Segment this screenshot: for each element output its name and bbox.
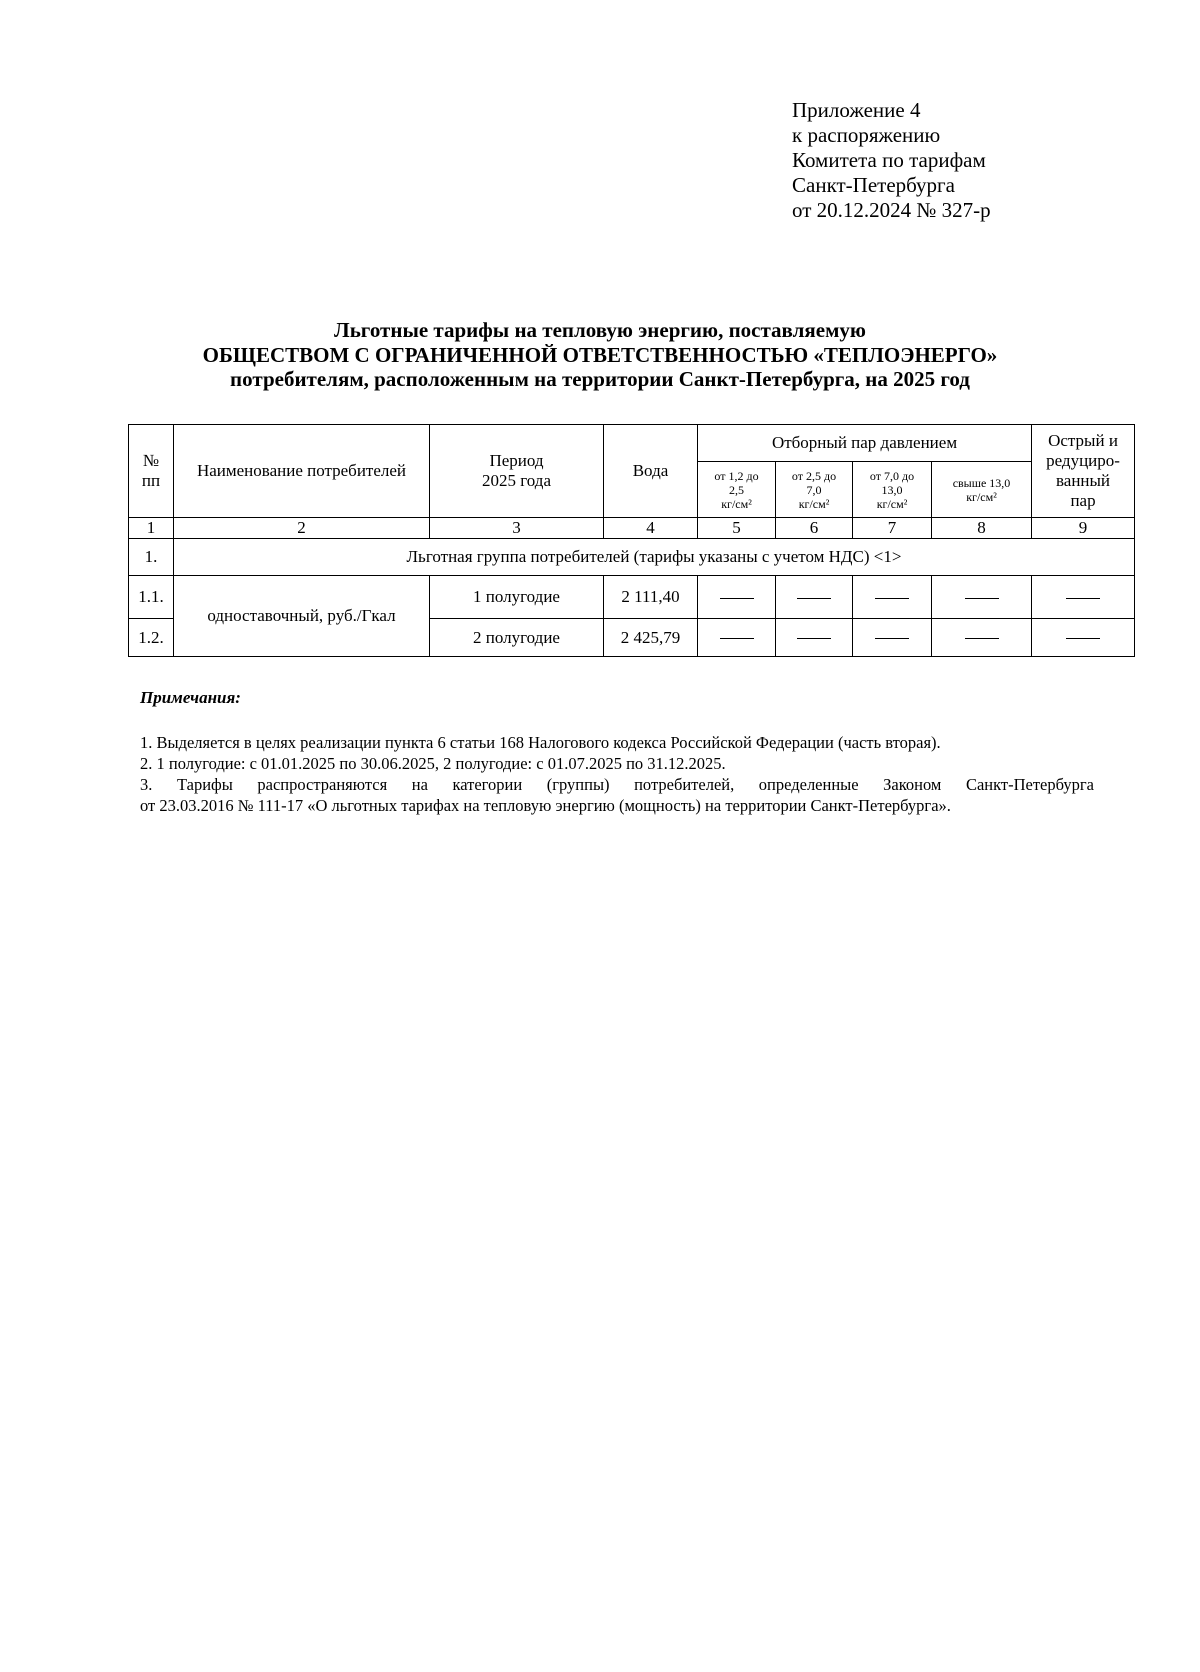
table-row xyxy=(129,576,1135,619)
dash-mark xyxy=(1066,598,1100,599)
dash-cell xyxy=(932,576,1032,619)
note-item-3-line-1: 3. Тарифы распространяются на категории (группы) потребителей, определенные Законом Санкт-Петербурга xyxy=(140,775,1094,794)
group-label: Льготная группа потребителей (тарифы указаны с учетом НДС) <1> xyxy=(174,539,1135,576)
row-water-value: 2 425,79 xyxy=(604,619,698,657)
dash-mark xyxy=(965,638,999,639)
column-numbers-row xyxy=(129,518,1135,539)
title-line: ОБЩЕСТВОМ С ОГРАНИЧЕННОЙ ОТВЕТСТВЕННОСТЬЮ «ТЕПЛОЭНЕРГО» xyxy=(202,342,998,367)
header-water: Вода xyxy=(604,425,698,518)
column-number: 8 xyxy=(932,518,1032,539)
dash-mark xyxy=(875,598,909,599)
row-num: 1.2. xyxy=(129,619,174,657)
dash-mark xyxy=(1066,638,1100,639)
dash-mark xyxy=(875,638,909,639)
title-line: потребителям, расположенным на территории Санкт-Петербурга, на 2025 год xyxy=(230,367,970,391)
appendix-line: Комитета по тарифам xyxy=(792,148,986,172)
note-item-3-line-2: от 23.03.2016 № 111-17 «О льготных тарифах на тепловую энергию (мощность) на территории Санкт-Петербурга». xyxy=(140,796,951,815)
dash-mark xyxy=(797,638,831,639)
document-title xyxy=(100,318,1100,392)
appendix-line: к распоряжению xyxy=(792,123,941,147)
title-line: Льготные тарифы на тепловую энергию, поставляемую xyxy=(334,318,866,342)
appendix-line: Приложение 4 xyxy=(792,98,921,122)
dash-cell xyxy=(932,619,1032,657)
row-water-value: 2 111,40 xyxy=(604,576,698,619)
tariff-table xyxy=(128,424,1135,657)
dash-mark xyxy=(720,638,754,639)
column-number: 5 xyxy=(698,518,776,539)
dash-cell xyxy=(853,576,932,619)
appendix-line: Санкт-Петербурга xyxy=(792,173,955,197)
header-steam-1: от 1,2 до 2,5 кг/см² xyxy=(698,462,776,518)
header-steam-group: Отборный пар давлением xyxy=(698,425,1032,462)
appendix-block xyxy=(792,98,991,223)
dash-cell xyxy=(776,619,853,657)
dash-cell xyxy=(698,576,776,619)
dash-mark xyxy=(720,598,754,599)
dash-cell xyxy=(1032,619,1135,657)
column-number: 7 xyxy=(853,518,932,539)
dash-mark xyxy=(797,598,831,599)
dash-cell xyxy=(853,619,932,657)
row-period: 2 полугодие xyxy=(430,619,604,657)
appendix-line: от 20.12.2024 № 327-р xyxy=(792,198,991,222)
column-number: 9 xyxy=(1032,518,1135,539)
column-number: 3 xyxy=(430,518,604,539)
consumer-name: одноставочный, руб./Гкал xyxy=(174,576,430,657)
notes-title: Примечания: xyxy=(140,688,241,707)
column-number: 1 xyxy=(129,518,174,539)
header-steam-3: от 7,0 до 13,0 кг/см² xyxy=(853,462,932,518)
note-item: 2. 1 полугодие: с 01.01.2025 по 30.06.2025, 2 полугодие: с 01.07.2025 по 31.12.2025. xyxy=(140,754,726,773)
dash-cell xyxy=(1032,576,1135,619)
column-number: 6 xyxy=(776,518,853,539)
dash-cell xyxy=(776,576,853,619)
header-consumer: Наименование потребителей xyxy=(174,425,430,518)
dash-cell xyxy=(698,619,776,657)
group-num: 1. xyxy=(129,539,174,576)
row-period: 1 полугодие xyxy=(430,576,604,619)
header-sharp-steam: Острый и редуциро- ванный пар xyxy=(1032,425,1135,518)
note-item: 1. Выделяется в целях реализации пункта 6 статьи 168 Налогового кодекса Российской Федерации (часть вторая). xyxy=(140,733,941,752)
notes-list xyxy=(140,732,1094,816)
column-number: 2 xyxy=(174,518,430,539)
row-num: 1.1. xyxy=(129,576,174,619)
header-steam-4: свыше 13,0 кг/см² xyxy=(932,462,1032,518)
group-row xyxy=(129,539,1135,576)
header-num: № пп xyxy=(129,425,174,518)
dash-mark xyxy=(965,598,999,599)
column-number: 4 xyxy=(604,518,698,539)
header-steam-2: от 2,5 до 7,0 кг/см² xyxy=(776,462,853,518)
header-period: Период 2025 года xyxy=(430,425,604,518)
